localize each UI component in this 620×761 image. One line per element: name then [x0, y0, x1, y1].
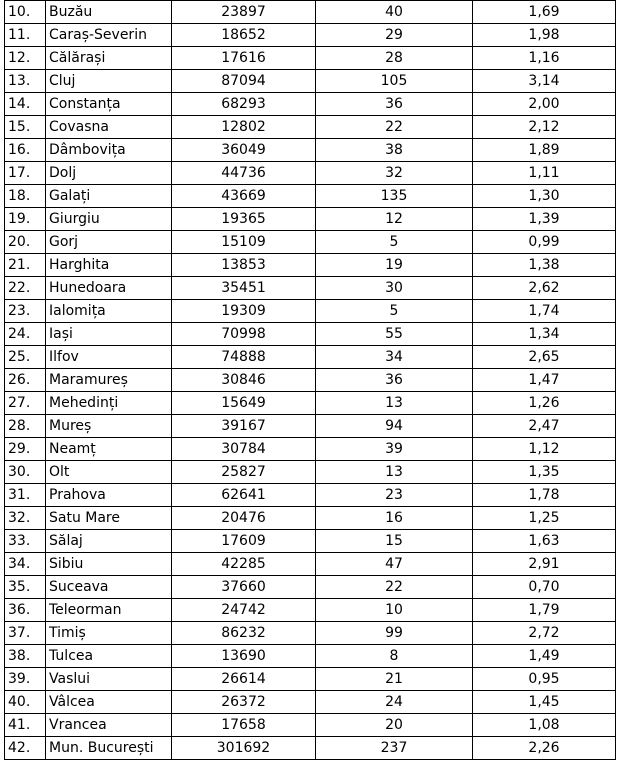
table-row	[5, 622, 616, 645]
table-row	[5, 461, 616, 484]
value-2-cell: 5	[316, 231, 473, 254]
value-3-cell: 1,35	[473, 461, 616, 484]
value-3-cell: 1,11	[473, 162, 616, 185]
value-1-cell: 62641	[172, 484, 316, 507]
value-1-cell: 43669	[172, 185, 316, 208]
table-row	[5, 47, 616, 70]
table-row	[5, 277, 616, 300]
value-1-cell: 70998	[172, 323, 316, 346]
value-3-cell: 2,26	[473, 737, 616, 760]
county-name-cell: Vaslui	[46, 668, 172, 691]
county-name-cell: Prahova	[46, 484, 172, 507]
table-row	[5, 438, 616, 461]
county-name-cell: Mun. București	[46, 737, 172, 760]
value-2-cell: 30	[316, 277, 473, 300]
table-row	[5, 392, 616, 415]
table-row	[5, 507, 616, 530]
table-row	[5, 254, 616, 277]
value-1-cell: 25827	[172, 461, 316, 484]
value-2-cell: 24	[316, 691, 473, 714]
value-1-cell: 20476	[172, 507, 316, 530]
value-1-cell: 17658	[172, 714, 316, 737]
county-name-cell: Galați	[46, 185, 172, 208]
table-row	[5, 369, 616, 392]
value-1-cell: 19365	[172, 208, 316, 231]
value-2-cell: 12	[316, 208, 473, 231]
county-name-cell: Dâmbovița	[46, 139, 172, 162]
value-1-cell: 37660	[172, 576, 316, 599]
value-2-cell: 23	[316, 484, 473, 507]
row-number-cell: 15.	[5, 116, 46, 139]
value-3-cell: 3,14	[473, 70, 616, 93]
value-1-cell: 17609	[172, 530, 316, 553]
county-name-cell: Suceava	[46, 576, 172, 599]
value-3-cell: 1,49	[473, 645, 616, 668]
value-3-cell: 1,78	[473, 484, 616, 507]
county-name-cell: Giurgiu	[46, 208, 172, 231]
county-name-cell: Covasna	[46, 116, 172, 139]
table-row	[5, 737, 616, 760]
value-1-cell: 68293	[172, 93, 316, 116]
table-row	[5, 185, 616, 208]
value-1-cell: 44736	[172, 162, 316, 185]
value-2-cell: 29	[316, 24, 473, 47]
county-name-cell: Ialomița	[46, 300, 172, 323]
value-2-cell: 21	[316, 668, 473, 691]
row-number-cell: 23.	[5, 300, 46, 323]
row-number-cell: 18.	[5, 185, 46, 208]
value-3-cell: 1,47	[473, 369, 616, 392]
value-3-cell: 1,25	[473, 507, 616, 530]
county-name-cell: Neamț	[46, 438, 172, 461]
row-number-cell: 11.	[5, 24, 46, 47]
county-data-table	[4, 0, 616, 760]
table-row	[5, 714, 616, 737]
value-3-cell: 1,74	[473, 300, 616, 323]
table-row	[5, 599, 616, 622]
county-name-cell: Buzău	[46, 1, 172, 24]
value-2-cell: 39	[316, 438, 473, 461]
value-3-cell: 2,62	[473, 277, 616, 300]
row-number-cell: 17.	[5, 162, 46, 185]
county-name-cell: Tulcea	[46, 645, 172, 668]
row-number-cell: 21.	[5, 254, 46, 277]
value-1-cell: 17616	[172, 47, 316, 70]
table-row	[5, 668, 616, 691]
value-1-cell: 23897	[172, 1, 316, 24]
table-row	[5, 139, 616, 162]
row-number-cell: 19.	[5, 208, 46, 231]
row-number-cell: 41.	[5, 714, 46, 737]
county-name-cell: Vrancea	[46, 714, 172, 737]
county-name-cell: Călărași	[46, 47, 172, 70]
table-row	[5, 530, 616, 553]
row-number-cell: 30.	[5, 461, 46, 484]
value-3-cell: 2,47	[473, 415, 616, 438]
value-2-cell: 19	[316, 254, 473, 277]
value-2-cell: 8	[316, 645, 473, 668]
value-1-cell: 26372	[172, 691, 316, 714]
value-3-cell: 1,16	[473, 47, 616, 70]
row-number-cell: 38.	[5, 645, 46, 668]
table-body	[5, 1, 616, 760]
table-row	[5, 93, 616, 116]
row-number-cell: 22.	[5, 277, 46, 300]
row-number-cell: 10.	[5, 1, 46, 24]
row-number-cell: 32.	[5, 507, 46, 530]
value-3-cell: 0,70	[473, 576, 616, 599]
table-row	[5, 691, 616, 714]
county-name-cell: Iași	[46, 323, 172, 346]
table-row	[5, 553, 616, 576]
value-2-cell: 34	[316, 346, 473, 369]
value-1-cell: 15109	[172, 231, 316, 254]
value-2-cell: 15	[316, 530, 473, 553]
value-1-cell: 26614	[172, 668, 316, 691]
value-1-cell: 18652	[172, 24, 316, 47]
value-3-cell: 1,30	[473, 185, 616, 208]
row-number-cell: 39.	[5, 668, 46, 691]
table-row	[5, 208, 616, 231]
table-row	[5, 162, 616, 185]
county-name-cell: Sibiu	[46, 553, 172, 576]
value-3-cell: 2,12	[473, 116, 616, 139]
value-3-cell: 1,98	[473, 24, 616, 47]
value-2-cell: 13	[316, 392, 473, 415]
county-name-cell: Caraș-Severin	[46, 24, 172, 47]
row-number-cell: 40.	[5, 691, 46, 714]
row-number-cell: 24.	[5, 323, 46, 346]
value-1-cell: 19309	[172, 300, 316, 323]
value-3-cell: 1,26	[473, 392, 616, 415]
row-number-cell: 27.	[5, 392, 46, 415]
value-3-cell: 1,89	[473, 139, 616, 162]
row-number-cell: 13.	[5, 70, 46, 93]
value-2-cell: 16	[316, 507, 473, 530]
value-3-cell: 0,99	[473, 231, 616, 254]
value-2-cell: 47	[316, 553, 473, 576]
table-row	[5, 1, 616, 24]
table-row	[5, 323, 616, 346]
value-1-cell: 35451	[172, 277, 316, 300]
row-number-cell: 28.	[5, 415, 46, 438]
value-1-cell: 13853	[172, 254, 316, 277]
county-name-cell: Cluj	[46, 70, 172, 93]
county-name-cell: Harghita	[46, 254, 172, 277]
county-name-cell: Olt	[46, 461, 172, 484]
value-3-cell: 1,38	[473, 254, 616, 277]
row-number-cell: 14.	[5, 93, 46, 116]
value-2-cell: 13	[316, 461, 473, 484]
value-2-cell: 28	[316, 47, 473, 70]
value-3-cell: 1,79	[473, 599, 616, 622]
value-2-cell: 105	[316, 70, 473, 93]
value-1-cell: 42285	[172, 553, 316, 576]
county-name-cell: Maramureș	[46, 369, 172, 392]
table-row	[5, 415, 616, 438]
value-3-cell: 2,91	[473, 553, 616, 576]
county-name-cell: Timiș	[46, 622, 172, 645]
value-1-cell: 30784	[172, 438, 316, 461]
value-1-cell: 30846	[172, 369, 316, 392]
value-2-cell: 20	[316, 714, 473, 737]
row-number-cell: 35.	[5, 576, 46, 599]
value-2-cell: 22	[316, 116, 473, 139]
value-3-cell: 2,65	[473, 346, 616, 369]
value-3-cell: 1,39	[473, 208, 616, 231]
value-3-cell: 1,63	[473, 530, 616, 553]
value-3-cell: 1,34	[473, 323, 616, 346]
value-2-cell: 40	[316, 1, 473, 24]
row-number-cell: 26.	[5, 369, 46, 392]
table-row	[5, 576, 616, 599]
value-1-cell: 24742	[172, 599, 316, 622]
table-row	[5, 70, 616, 93]
row-number-cell: 12.	[5, 47, 46, 70]
value-1-cell: 86232	[172, 622, 316, 645]
table-row	[5, 300, 616, 323]
value-2-cell: 237	[316, 737, 473, 760]
row-number-cell: 29.	[5, 438, 46, 461]
value-3-cell: 1,69	[473, 1, 616, 24]
county-name-cell: Sălaj	[46, 530, 172, 553]
county-name-cell: Constanța	[46, 93, 172, 116]
county-name-cell: Mehedinți	[46, 392, 172, 415]
value-2-cell: 38	[316, 139, 473, 162]
value-3-cell: 2,72	[473, 622, 616, 645]
table-row	[5, 231, 616, 254]
row-number-cell: 20.	[5, 231, 46, 254]
table-row	[5, 346, 616, 369]
county-name-cell: Hunedoara	[46, 277, 172, 300]
table-row	[5, 645, 616, 668]
value-1-cell: 13690	[172, 645, 316, 668]
value-1-cell: 87094	[172, 70, 316, 93]
value-1-cell: 15649	[172, 392, 316, 415]
row-number-cell: 36.	[5, 599, 46, 622]
county-name-cell: Gorj	[46, 231, 172, 254]
county-name-cell: Teleorman	[46, 599, 172, 622]
value-2-cell: 36	[316, 93, 473, 116]
row-number-cell: 42.	[5, 737, 46, 760]
value-2-cell: 99	[316, 622, 473, 645]
value-2-cell: 135	[316, 185, 473, 208]
row-number-cell: 34.	[5, 553, 46, 576]
value-2-cell: 94	[316, 415, 473, 438]
table-row	[5, 484, 616, 507]
county-name-cell: Dolj	[46, 162, 172, 185]
value-2-cell: 55	[316, 323, 473, 346]
value-3-cell: 0,95	[473, 668, 616, 691]
value-1-cell: 12802	[172, 116, 316, 139]
value-3-cell: 1,08	[473, 714, 616, 737]
value-3-cell: 1,12	[473, 438, 616, 461]
value-1-cell: 301692	[172, 737, 316, 760]
county-name-cell: Satu Mare	[46, 507, 172, 530]
value-2-cell: 5	[316, 300, 473, 323]
value-3-cell: 1,45	[473, 691, 616, 714]
value-1-cell: 39167	[172, 415, 316, 438]
value-1-cell: 36049	[172, 139, 316, 162]
row-number-cell: 16.	[5, 139, 46, 162]
row-number-cell: 25.	[5, 346, 46, 369]
value-2-cell: 22	[316, 576, 473, 599]
county-name-cell: Ilfov	[46, 346, 172, 369]
value-2-cell: 10	[316, 599, 473, 622]
table-row	[5, 116, 616, 139]
value-2-cell: 36	[316, 369, 473, 392]
row-number-cell: 37.	[5, 622, 46, 645]
value-3-cell: 2,00	[473, 93, 616, 116]
row-number-cell: 33.	[5, 530, 46, 553]
county-name-cell: Mureș	[46, 415, 172, 438]
value-1-cell: 74888	[172, 346, 316, 369]
county-name-cell: Vâlcea	[46, 691, 172, 714]
row-number-cell: 31.	[5, 484, 46, 507]
table-row	[5, 24, 616, 47]
value-2-cell: 32	[316, 162, 473, 185]
